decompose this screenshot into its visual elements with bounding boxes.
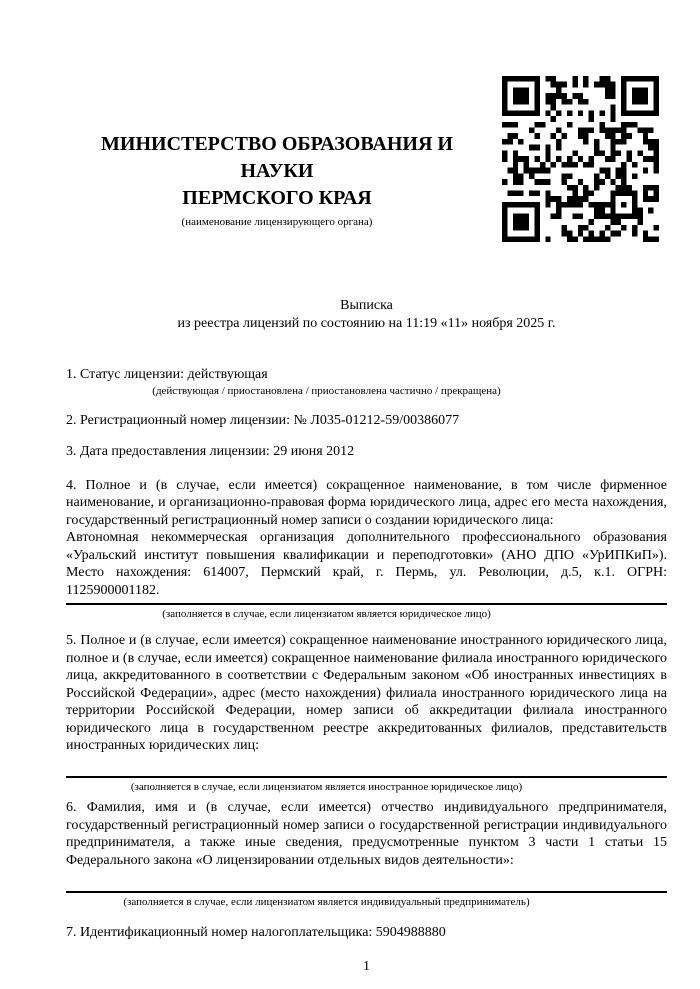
item-taxpayer-number: [66, 924, 667, 942]
registration-number-text: 2. Регистрационный номер лицензии: № Л035-01212-59/00386077: [66, 412, 460, 428]
licensing-org-caption: (наименование лицензирующего органа): [181, 216, 373, 228]
extract-subtitle: из реестра лицензий по состоянию на 11:19 «11» ноября 2025 г.: [177, 316, 556, 331]
item-grant-date: [66, 443, 667, 461]
legal-entity-label: 4. Полное и (в случае, если имеется) сокращенное наименование, в том числе фирменное наименование, и организационно-правовая форма юридического лица, адрес его места нахождения, государственный регистрационный номер записи о создании юридического лица:: [66, 477, 667, 528]
page-number: 1: [363, 959, 370, 974]
item-entrepreneur: [66, 799, 667, 909]
item-registration-number: [66, 412, 667, 430]
legal-entity-value: Автономная некоммерческая организация дополнительного профессионального образования «Уральский институт повышения квалификации и переподготовки» (АНО ДПО «УрИПКиП»). Место нахождения: 614007, Пермский край, г. Пермь, ул. Революции, д.5, к.1. ОГРН: 1125900001182.: [66, 530, 667, 598]
extract-body: [66, 366, 667, 976]
fill-rule: [66, 603, 667, 605]
entrepreneur-note: (заполняется в случае, если лицензиатом является индивидуальный предприниматель): [123, 895, 530, 908]
fill-rule: [66, 776, 667, 778]
item-legal-entity: [66, 477, 667, 622]
foreign-entity-value-empty: [66, 755, 667, 773]
licensing-org-name-line1: МИНИСТЕРСТВО ОБРАЗОВАНИЯ И НАУКИ: [101, 133, 453, 182]
taxpayer-number-text: 7. Идентификационный номер налогоплательщика: 5904988880: [66, 924, 446, 940]
entrepreneur-label: 6. Фамилия, имя и (в случае, если имеется) отчество индивидуального предпринимателя, государственный регистрационный номер записи о государственной регистрации индивидуального предпринимателя, а также иные сведения, предусмотренные пунктом 3 части 1 статьи 15 Федерального закона «О лицензировании отдельных видов деятельности»:: [66, 800, 667, 868]
extract-title: Выписка: [340, 298, 393, 313]
entrepreneur-value-empty: [66, 869, 667, 887]
foreign-entity-note: (заполняется в случае, если лицензиатом является иностранное юридическое лицо): [130, 781, 523, 793]
item-foreign-entity: [66, 632, 667, 794]
item-license-status: [66, 366, 667, 398]
fill-rule: [66, 891, 667, 893]
license-status-note: (действующая / приостановлена / приостановлена частично / прекращена): [152, 384, 501, 397]
foreign-entity-label: 5. Полное и (в случае, если имеется) сокращенное наименование иностранного юридического лица, полное и (в случае, если имеется) сокращенное наименование филиала иностранного юридического лица, аккредитованного в соответствии с Федеральным законом «Об иностранных инвестициях в Российской Федерации», адрес (место нахождения) филиала иностранного юридического лица на территории Российской Федерации, номер записи об аккредитации филиала иностранного юридического лица в государственном реестре аккредитованных филиалов, представительств иностранных юридических лиц:: [66, 633, 667, 753]
license-status-text: 1. Статус лицензии: действующая: [66, 367, 268, 382]
extract-title-block: [66, 297, 667, 333]
licensing-org-header: [66, 131, 488, 229]
grant-date-text: 3. Дата предоставления лицензии: 29 июня 2012: [66, 444, 355, 459]
licensing-org-name-line2: ПЕРМСКОГО КРАЯ: [182, 187, 372, 209]
legal-entity-note: (заполняется в случае, если лицензиатом является юридическое лицо): [162, 608, 491, 620]
qr-code: [502, 76, 659, 242]
